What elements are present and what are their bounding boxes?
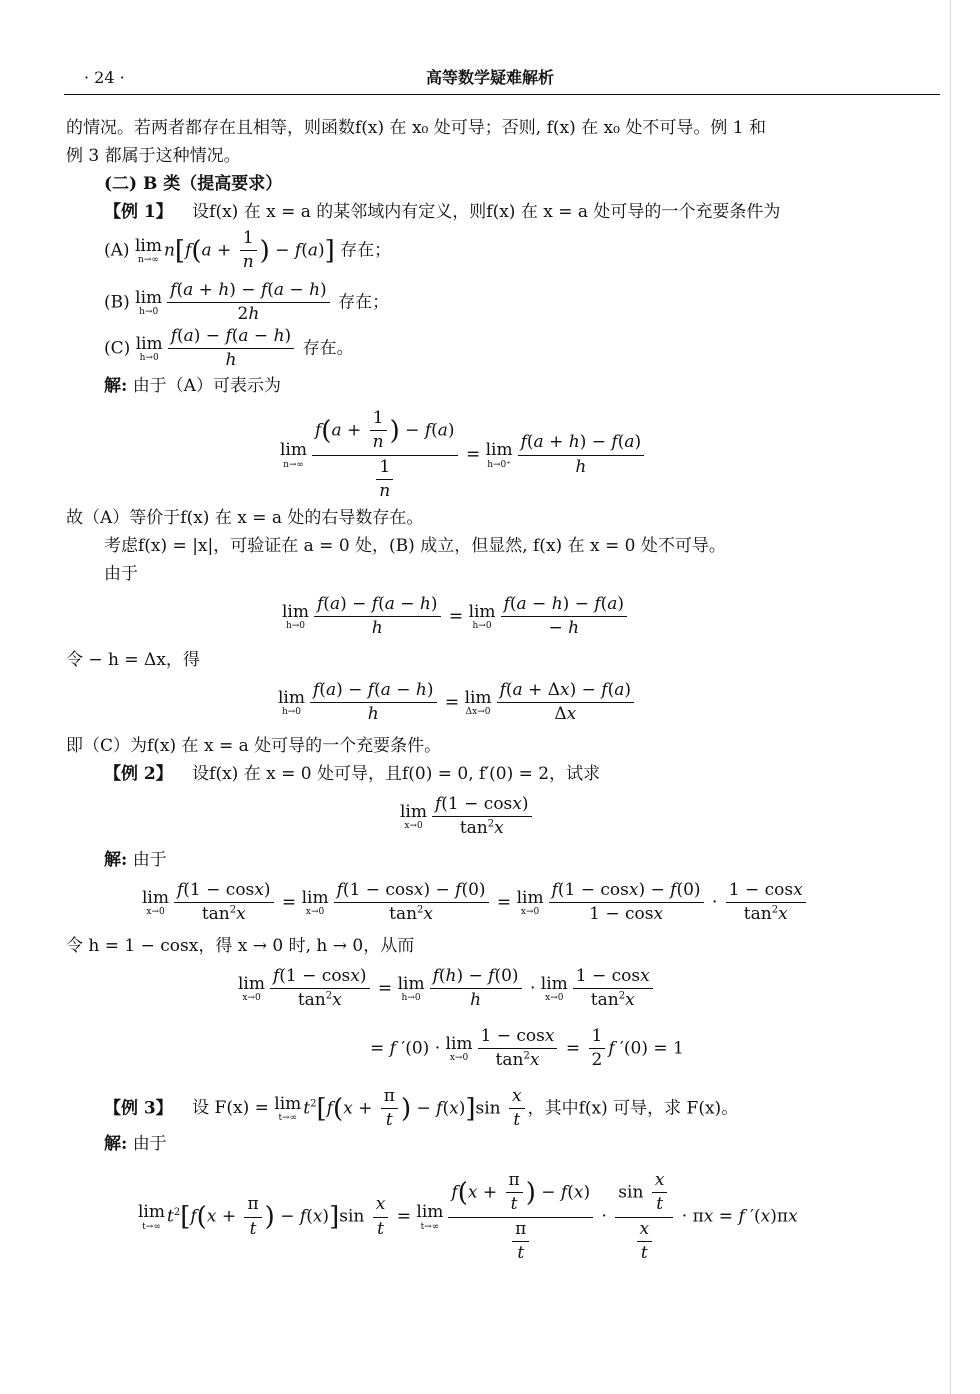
option-a: (A) lim n→∞ n[f(a + $\frac{1}{n}$ ) − f(a)] 存在； [104,228,392,273]
example1-solution-intro [104,376,281,397]
formula-ex2-chain: lim x→0 $\frac{f(1 - \cos x)}{\tan^2x}$ = lim x→0 $\frac{f(1 - \cos x) - f(0)}{\tan^2x}$ = lim x→0 $\frac{f(1 - \cos x) - f(0)}{1 - \cos x}$ · $\frac{1 - \cos x}{\tan^2x}$ [142,880,809,926]
consider-abs: 考虑f(x) = |x|，可验证在 a = 0 处，(B) 成立，但显然, f(x) 在 x = 0 处不可导。 [104,536,726,556]
ex3-suffix: ，其中f(x) 可导，求 F(x)。 [527,1098,739,1119]
formula-c-rewrite: lim h→0 $\frac{f(a) - f(a - h)}{h}$ = lim h→0 $\frac{f(a - h) - f(a)}{- h}$ [282,594,630,640]
option-c: (C) lim h→0 $\frac{f(a) - f(a - h)}{h}$ 存在。 [104,326,354,371]
option-b-tail: 存在； [338,292,390,313]
example3-solution [104,1134,167,1155]
solution-intro-text: 由于（A）可表示为 [132,376,281,396]
ex3-since: 由于 [132,1134,167,1154]
formula-ex2-target: lim x→0 $\frac{f(1 - \cos x)}{\tan^2x}$ [400,794,535,840]
intro-line-2: 例 3 都属于这种情况。 [66,146,241,166]
example2-statement [104,764,600,785]
formula-c-delta: lim h→0 $\frac{f(a) - f(a - h)}{h}$ = lim Δx→0 $\frac{f(a + \Delta x) - f(a)}{\Delta x}$ [278,680,637,726]
option-c-tail: 存在。 [302,338,354,359]
header-rule [64,94,940,95]
let-delta-x: 令 − h = Δx，得 [66,650,200,670]
example2-label: 【例 2】 [104,764,173,784]
formula-a-equivalence: lim n→∞ f(a + $\frac{1}{n}$ ) − f(a) $\frac{1}{n}$ = lim h→0⁺ $\frac{f(a + h) - f(a)}{h}$ [280,408,647,502]
example2-solution [104,850,167,871]
solution-label: 解: [104,376,128,396]
example3-statement: 【例 3】 设 F(x) = lim t→∞ $t^2[f(x$ + $\frac{\pi}{t}$ ) − f(x)]sin $\frac{x}{t}$ ，其中f(x) 可导，求 F(x)。 [104,1086,739,1131]
since-1: 由于 [104,564,138,584]
ex3-solution-label: 解: [104,1134,128,1154]
option-b: (B) lim h→0 $\frac{f(a + h) - f(a - h)}{2h}$ 存在； [104,280,390,325]
section-heading: (二) B 类（提高要求） [104,174,283,194]
conclusion-c: 即（C）为f(x) 在 x = a 处可导的一个充要条件。 [66,736,442,756]
option-a-tail: 存在； [340,240,392,261]
formula-ex2-split: lim x→0 $\frac{f(1 - \cos x)}{\tan^2x}$ = lim h→0 $\frac{f(h) - f(0)}{h}$ · lim x→0 $\frac{1 - \cos x}{\tan^2x}$ [238,966,656,1012]
example3-label: 【例 3】 [104,1098,173,1119]
example1-label: 【例 1】 [104,202,173,222]
example2-text: 设f(x) 在 x = 0 处可导，且f(0) = 0, f′(0) = 2，试求 [192,764,601,784]
page-number: · 24 · [84,68,125,87]
ex2-since: 由于 [132,850,167,870]
intro-line-1: 的情况。若两者都存在且相等，则函数f(x) 在 x₀ 处可导；否则, f(x) 在 x₀ 处不可导。例 1 和 [66,118,766,138]
book-title: 高等数学疑难解析 [425,68,554,87]
formula-ex3-chain: lim t→∞ $t^2[f(x$ + $\frac{\pi}{t}$ ) − f(x)]sin $\frac{x}{t}$ = lim t→∞ f(x + $\frac{\pi}{t}$ ) − f(x) $\frac{\pi}{t}$ · sin $\frac{x}{t}$ $\frac{x}{t}$ · πx = f ′(x)πx [138,1170,798,1263]
example1-statement [104,202,780,223]
ex2-let-h: 令 h = 1 − cosx，得 x → 0 时, h → 0，从而 [66,936,415,956]
example1-text: 设f(x) 在 x = a 的某邻域内有定义，则f(x) 在 x = a 处可导的一个充要条件为 [192,202,781,222]
conclusion-a: 故（A）等价于f(x) 在 x = a 处的右导数存在。 [66,508,424,528]
formula-ex2-result: = f ′(0) · lim x→0 $\frac{1 - \cos x}{\tan^2x}$ = $\frac{1}{2}$ f ′(0) = 1 [370,1026,684,1071]
page-fold-line [950,0,951,1394]
ex2-solution-label: 解: [104,850,128,870]
ex3-prefix: 设 F(x) = [192,1098,269,1119]
